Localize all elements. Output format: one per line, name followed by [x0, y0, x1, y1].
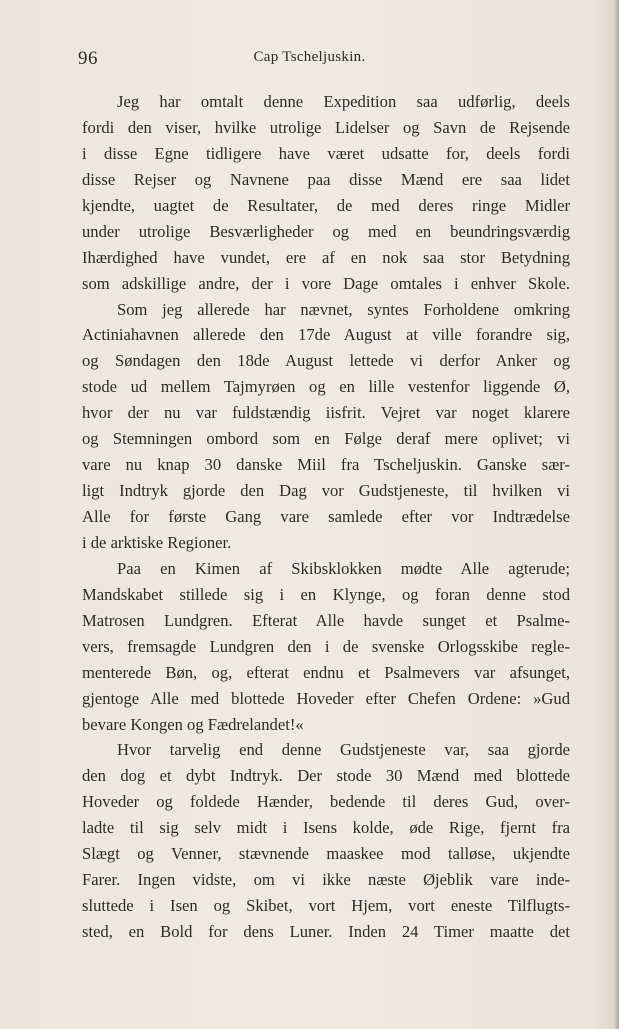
- text-line: og Søndagen den 18de August lettede vi derfor Anker og: [82, 351, 570, 371]
- text-line: i de arktiske Regioner.: [82, 532, 232, 552]
- text-line: hvor der nu var fuldstændig iisfrit. Vejret var noget klarere: [82, 403, 570, 423]
- text-line: sted, en Bold for dens Luner. Inden 24 Timer maatte det: [82, 922, 570, 941]
- text-line: Ihærdighed have vundet, ere af en nok saa stor Betydning: [82, 247, 570, 267]
- text-line: fordi den viser, hvilke utrolige Lidelser og Savn de Rejsende: [82, 117, 570, 137]
- text-line: menterede Bøn, og, efterat endnu et Psalmevers var afsunget,: [82, 662, 570, 682]
- text-line: stode ud mellem Tajmyrøen og en lille vestenfor liggende Ø,: [82, 377, 570, 397]
- text-line: den dog et dybt Indtryk. Der stode 30 Mænd med blottede: [82, 766, 570, 786]
- text-line: Actiniahavnen allerede den 17de August at ville forandre sig,: [82, 325, 570, 345]
- text-line: vers, fremsagde Lundgren den i de svenske Orlogsskibe regle-: [82, 636, 570, 656]
- running-title: Cap Tscheljuskin.: [253, 49, 366, 65]
- text-line: Hoveder og foldede Hænder, bedende til deres Gud, over-: [82, 792, 570, 812]
- text-line: under utrolige Besværligheder og med en beundringsværdig: [82, 221, 570, 241]
- page-edge-shadow: [614, 0, 619, 1029]
- text-line: disse Rejser og Navnene paa disse Mænd ere saa lidet: [82, 169, 570, 189]
- text-line: ladte til sig selv midt i Isens kolde, øde Rige, fjernt fra: [82, 818, 570, 838]
- text-line: gjentoge Alle med blottede Hoveder efter Chefen Ordene: »Gud: [82, 688, 570, 708]
- text-line: Slægt og Venner, stævnende maaskee mod talløse, ukjendte: [82, 844, 570, 864]
- text-line: Alle for første Gang vare samlede efter vor Indtrædelse: [82, 507, 570, 526]
- text-line: Farer. Ingen vidste, om vi ikke næste Øjeblik vare inde-: [82, 870, 570, 890]
- text-line: bevare Kongen og Fædrelandet!«: [82, 714, 304, 734]
- text-line: Som jeg allerede har nævnet, syntes Forholdene omkring: [117, 299, 570, 319]
- text-line: Mandskabet stillede sig i en Klynge, og foran denne stod: [82, 584, 570, 604]
- text-line: ligt Indtryk gjorde den Dag vor Gudstjeneste, til hvilken vi: [82, 481, 570, 501]
- body-text: [82, 89, 570, 945]
- text-line: i disse Egne tidligere have været udsatte for, deels fordi: [82, 143, 570, 163]
- text-line: Hvor tarvelig end denne Gudstjeneste var, saa gjorde: [117, 740, 570, 760]
- text-line: som adskillige andre, der i vore Dage omtales i enhver Skole.: [82, 273, 570, 293]
- text-line: sluttede i Isen og Skibet, vort Hjem, vort eneste Tilflugts-: [82, 896, 570, 916]
- text-line: Paa en Kimen af Skibsklokken mødte Alle agterude;: [117, 558, 570, 578]
- page-number: 96: [78, 48, 98, 69]
- text-line: Jeg har omtalt denne Expedition saa udførlig, deels: [117, 92, 570, 111]
- text-line: og Stemningen ombord som en Følge deraf mere oplivet; vi: [82, 429, 570, 449]
- text-line: vare nu knap 30 danske Miil fra Tscheljuskin. Ganske sær-: [82, 455, 570, 475]
- text-line: kjendte, uagtet de Resultater, de med deres ringe Midler: [82, 195, 570, 215]
- text-line: Matrosen Lundgren. Efterat Alle havde sunget et Psalme-: [82, 610, 570, 630]
